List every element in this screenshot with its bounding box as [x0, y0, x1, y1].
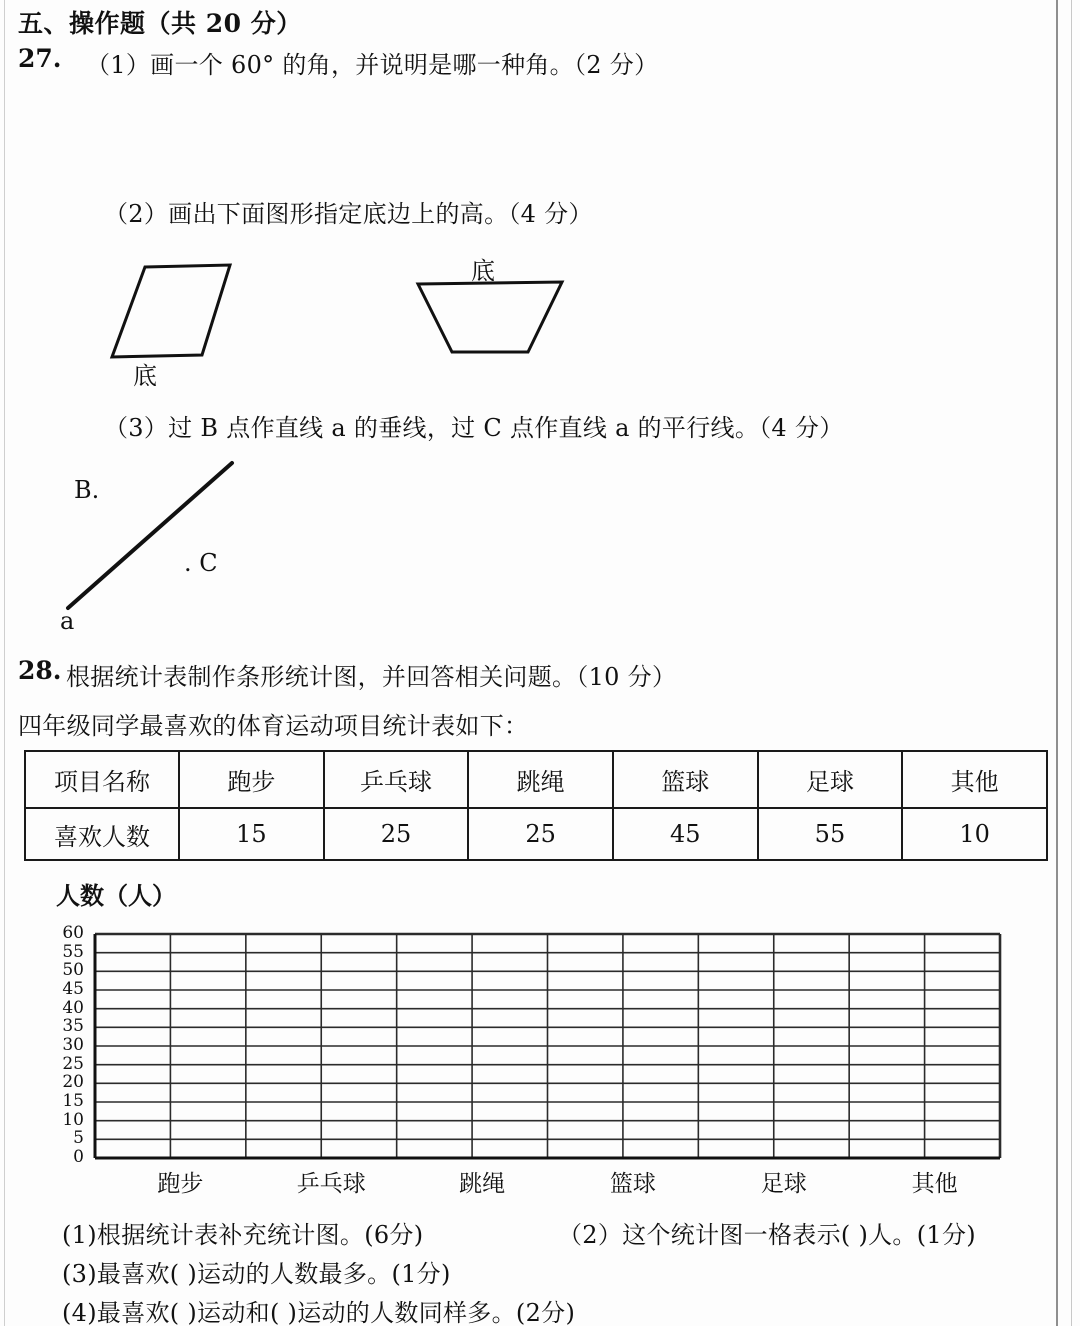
- y-tick-45: 45: [62, 979, 84, 999]
- table-count-0: 15: [179, 808, 324, 860]
- trapezoid-shape: [418, 282, 562, 352]
- table-header-cat-2: 跳绳: [468, 751, 613, 808]
- y-tick-20: 20: [62, 1072, 84, 1093]
- trapezoid-base-label: 底: [471, 257, 495, 285]
- table-count-2: 25: [468, 808, 613, 860]
- chart-question-3: (3)最喜欢( )运动的人数最多。(1分): [62, 1260, 451, 1288]
- table-count-4: 55: [758, 808, 903, 860]
- y-tick-55: 55: [62, 941, 84, 962]
- y-tick-25: 25: [62, 1053, 84, 1074]
- table-row-counts: [25, 808, 1047, 860]
- parallelogram-base-label: 底: [133, 362, 157, 390]
- table-count-3: 45: [613, 808, 758, 860]
- line-a-label: a: [60, 607, 75, 635]
- y-tick-60: 60: [62, 923, 84, 943]
- figure-group-bases: [90, 255, 610, 370]
- table-counts-label: 喜欢人数: [25, 808, 179, 860]
- table-caption: 四年级同学最喜欢的体育运动项目统计表如下：: [18, 712, 529, 740]
- table-header-label: 项目名称: [25, 751, 179, 808]
- point-c-label: . C: [184, 549, 218, 577]
- parallelogram-shape: [112, 265, 230, 357]
- table-header-cat-3: 篮球: [613, 751, 758, 808]
- bar-chart: [0, 876, 1080, 1206]
- y-tick-30: 30: [62, 1035, 84, 1055]
- y-tick-10: 10: [62, 1109, 84, 1130]
- x-category-4: 足球: [760, 1171, 807, 1197]
- table-header-cat-1: 乒乓球: [324, 751, 469, 808]
- statistics-table: [24, 750, 1048, 861]
- question-27-sub2: （2）画出下面图形指定底边上的高。（4 分）: [104, 200, 593, 228]
- chart-y-axis-title: 人数（人）: [56, 881, 176, 910]
- figure-line-a: [50, 445, 310, 625]
- chart-question-1: (1)根据统计表补充统计图。(6分): [62, 1221, 424, 1249]
- x-category-5: 其他: [911, 1171, 958, 1197]
- chart-question-4: (4)最喜欢( )运动和( )运动的人数同样多。(2分): [62, 1299, 576, 1326]
- question-27-sub3: （3）过 B 点作直线 a 的垂线，过 C 点作直线 a 的平行线。（4 分）: [104, 414, 844, 442]
- table-header-cat-5: 其他: [902, 751, 1047, 808]
- chart-grid: [0, 876, 1080, 1206]
- chart-question-2: （2）这个统计图一格表示( )人。(1分): [558, 1221, 976, 1249]
- y-tick-15: 15: [62, 1091, 84, 1111]
- question-28-number: 28.: [18, 656, 62, 685]
- x-category-2: 跳绳: [459, 1171, 506, 1197]
- table-count-1: 25: [324, 808, 469, 860]
- table-header-cat-4: 足球: [758, 751, 903, 808]
- table-header-cat-0: 跑步: [179, 751, 324, 808]
- table-count-5: 10: [902, 808, 1047, 860]
- y-tick-0: 0: [73, 1147, 84, 1167]
- question-27-sub1: （1）画一个 60° 的角，并说明是哪一种角。（2 分）: [86, 51, 659, 79]
- y-tick-5: 5: [73, 1128, 84, 1149]
- point-b-label: B.: [74, 476, 100, 504]
- y-tick-50: 50: [62, 960, 84, 981]
- x-category-0: 跑步: [157, 1171, 204, 1197]
- question-27-number: 27.: [18, 44, 62, 73]
- x-category-1: 乒乓球: [296, 1171, 366, 1197]
- y-tick-35: 35: [62, 1016, 84, 1037]
- x-category-3: 篮球: [609, 1171, 656, 1197]
- y-tick-40: 40: [62, 997, 84, 1018]
- question-28-prompt: 根据统计表制作条形统计图，并回答相关问题。（10 分）: [66, 663, 677, 691]
- table-row-header: [25, 751, 1047, 808]
- section-heading: 五、操作题（共 20 分）: [18, 9, 302, 38]
